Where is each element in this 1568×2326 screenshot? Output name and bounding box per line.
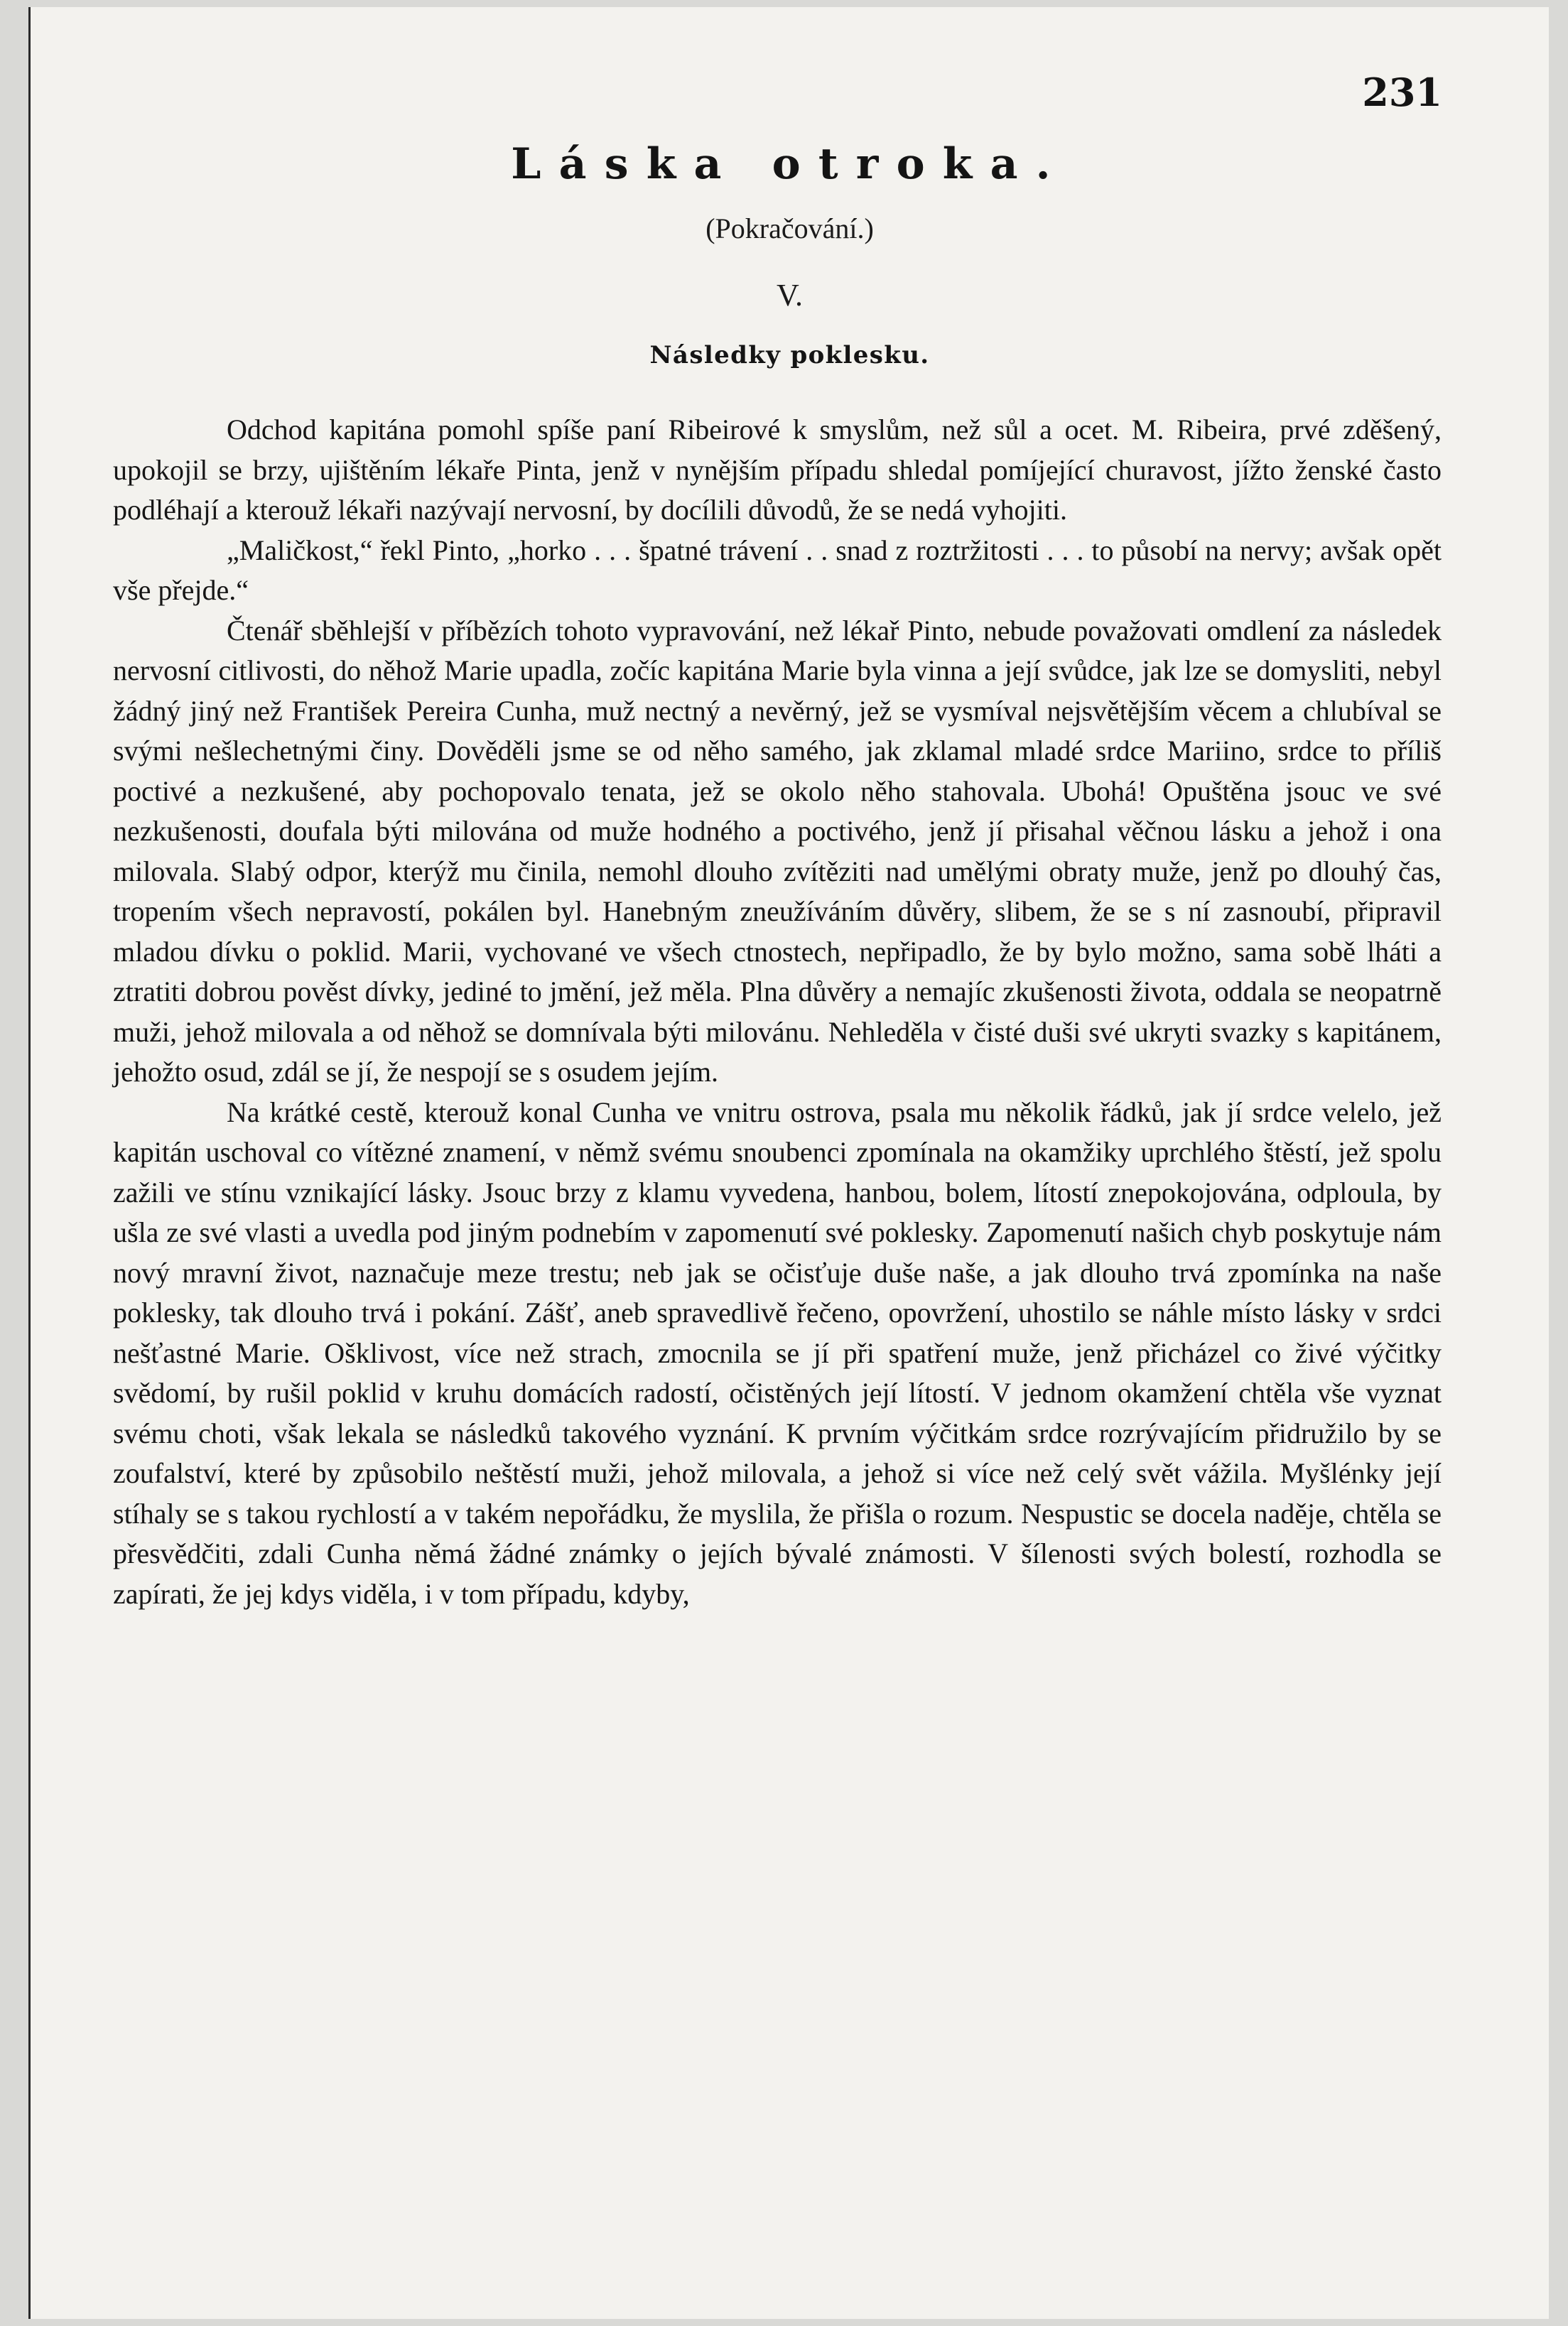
continuation-note: (Pokračování.)	[705, 212, 874, 244]
body-text	[113, 410, 1442, 1614]
chapter-number: V.	[776, 278, 804, 313]
paragraph-2: „Maličkost,“ řekl Pinto, „horko . . . špatné trávení . . snad z roztržitosti . . . to působí na nervy; avšak opět vše přejde.“	[113, 534, 1442, 606]
story-title: Láska otroka.	[511, 139, 1069, 189]
book-page	[28, 7, 1549, 2319]
paragraph-3: Čtenář sběhlejší v příbězích tohoto vypravování, než lékař Pinto, nebude považovati omdlení za následek nervosní citlivosti, do něhož Marie upadla, zočíc kapitána Marie byla vinna a její svůdce, jak lze se domysliti, nebyl žádný jiný než František Pereira Cunha, muž nectný a nevěrný, jež se vysmíval nejsvětějším věcem a chlubíval se svými nešlechetnými činy. Dověděli jsme se od něho samého, jak zklamal mladé srdce Mariino, srdce to příliš poctivé a nezkušené, aby pochopovalo tenata, jež se okolo něho stahovala. Ubohá! Opuštěna jsouc ve své nezkušenosti, doufala býti milována od muže hodného a poctivého, jenž jí přisahal věčnou lásku a jehož i ona milovala. Slabý odpor, kterýž mu činila, nemohl dlouho zvítěziti nad umělými obraty muže, jenž po dlouhý čas, tropením všech nepravostí, pokálen byl. Hanebným zneužíváním důvěry, slibem, že se s ní zasnoubí, připravil mladou dívku o poklid. Marii, vychované ve všech ctnostech, nepřipadlo, že by bylo možno, sama sobě lháti a ztratiti dobrou pověst dívky, jediné to jmění, jež měla. Plna důvěry a nemajíc zkušenosti života, oddala se neopatrně muži, jehož milovala a od něhož se domnívala býti milovánu. Nehleděla v čisté duši své ukryti svazky s kapitánem, jehožto osud, zdál se jí, že nespojí se s osudem jejím.	[113, 614, 1442, 1088]
chapter-title: Následky poklesku.	[649, 341, 930, 369]
page-number: 231	[1362, 70, 1442, 115]
paragraph-4: Na krátké cestě, kterouž konal Cunha ve vnitru ostrova, psala mu několik řádků, jak jí srdce velelo, jež kapitán uschoval co vítězné znamení, v němž svému snoubenci zpomínala na okamžiky uprchlého štěstí, jež spolu zažili ve stínu vznikající lásky. Jsouc brzy z klamu vyvedena, hanbou, bolem, lítostí znepokojována, odploula, by ušla ze své vlasti a uvedla pod jiným podnebím v zapomenutí své poklesky. Zapomenutí našich chyb poskytuje nám nový mravní život, naznačuje meze trestu; neb jak se očisťuje duše naše, a jak dlouho trvá zpomínka na naše poklesky, tak dlouho trvá i pokání. Zášť, aneb spravedlivě řečeno, opovržení, uhostilo se náhle místo lásky v srdci nešťastné Marie. Ošklivost, více než strach, zmocnila se jí při spatření muže, jenž přicházel co živé výčitky svědomí, by rušil poklid v kruhu domácích radostí, očistěných její lítostí. V jednom okamžení chtěla vše vyznat svému choti, však lekala se následků takového vyznání. K prvním výčitkám srdce rozrývajícím přidružilo by se zoufalství, které by způsobilo neštěstí muži, jehož milovala, a jehož si více než celý svět vážila. Myšlénky její stíhaly se s takou rychlostí a v takém nepořádku, že myslila, že přišla o rozum. Nespustic se docela naděje, chtěla se přesvědčiti, zdali Cunha němá žádné známky o jejích bývalé známosti. V šílenosti svých bolestí, rozhodla se zapírati, že jej kdys viděla, i v tom případu, kdyby,	[113, 1096, 1442, 1610]
paragraph-1: Odchod kapitána pomohl spíše paní Ribeirové k smyslům, než sůl a ocet. M. Ribeira, prvé zděšený, upokojil se brzy, ujištěním lékaře Pinta, jenž v nynějším případu shledal pomíjející churavost, jížto ženské často podléhají a kterouž lékaři nazývají nervosní, by docílili důvodů, že se nedá vyhojiti.	[113, 413, 1442, 526]
